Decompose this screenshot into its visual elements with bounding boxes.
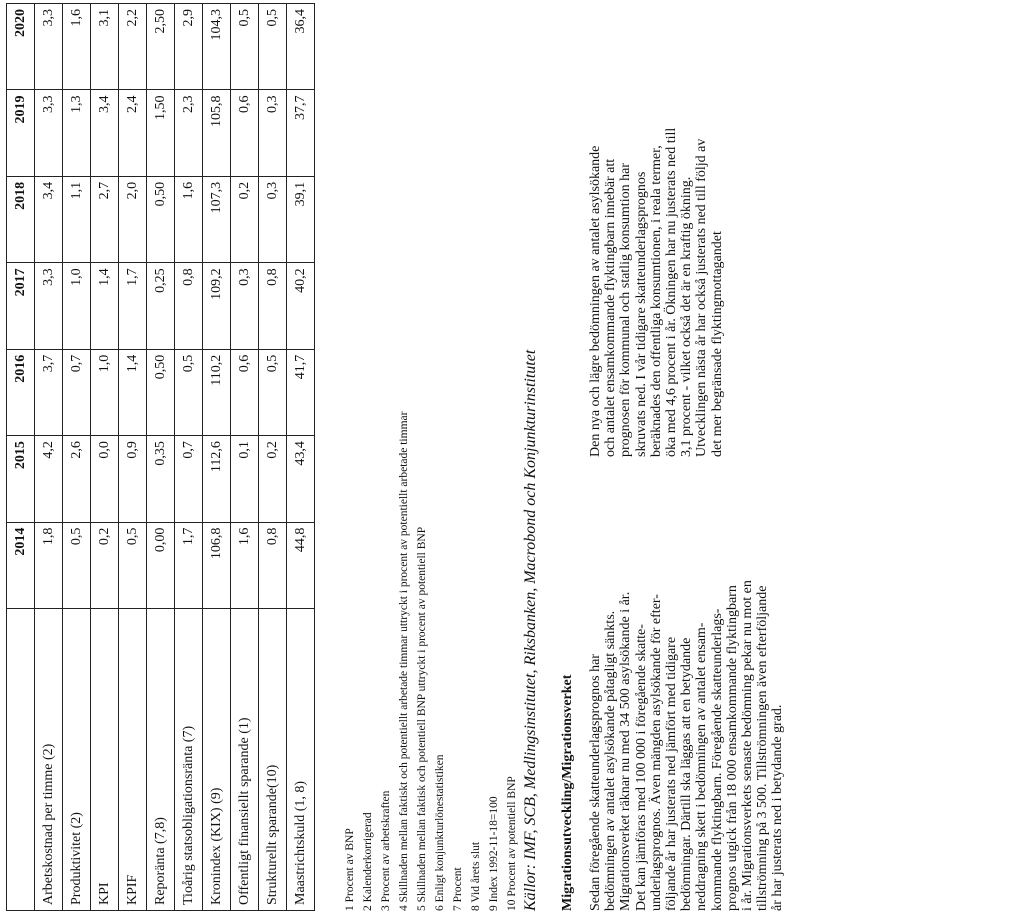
table-cell: 2,2 — [119, 4, 147, 90]
table-cell: 112,6 — [203, 436, 231, 522]
table-header-cell: 2020 — [7, 4, 35, 90]
text-line: Utvecklingen nästa år har också justerats ned till följd av — [694, 138, 710, 457]
text-line: Sedan föregående skatteunderlagsprognos har — [588, 654, 603, 911]
table-cell: 0,5 — [259, 4, 287, 90]
table-cell: 39,1 — [287, 176, 315, 262]
table-cell: 40,2 — [287, 263, 315, 349]
table-cell: 1,6 — [175, 176, 203, 262]
table-cell: 3,4 — [91, 90, 119, 176]
table-cell: 1,6 — [231, 522, 259, 608]
table-row — [203, 4, 231, 911]
table-row — [91, 4, 119, 911]
table-cell: 109,2 — [203, 263, 231, 349]
footnote: 3 Procent av arbetskraften — [380, 790, 392, 911]
text-line: prognosen för kommunal och statlig konsumtion har — [618, 163, 634, 457]
table-cell: 0,35 — [147, 436, 175, 522]
table-cell: 1,7 — [175, 522, 203, 608]
table-cell: 0,3 — [259, 176, 287, 262]
table-cell: 3,4 — [35, 176, 63, 262]
table-cell: 44,8 — [287, 522, 315, 608]
text-line: och antalet ensamkommande flyktingbarn innebär att — [603, 158, 619, 457]
footnote: 7 Procent — [452, 867, 464, 911]
text-line: i år. Migrationsverkets senaste bedömning pekar nu mot en — [740, 580, 756, 911]
table-cell: 0,3 — [231, 263, 259, 349]
section-heading: Migrationsutveckling/Migrationsverket — [560, 674, 575, 911]
table-cell: 1,8 — [35, 522, 63, 608]
table-cell: 1,7 — [119, 263, 147, 349]
table-cell: 0,7 — [175, 436, 203, 522]
table-header-cell: 2018 — [7, 176, 35, 262]
text-line: Migrationsverket räknar nu med 34 500 asylsökande i år. — [618, 591, 634, 911]
table-header-cell: 2016 — [7, 349, 35, 435]
table-cell: 0,50 — [147, 349, 175, 435]
row-label: Offentligt finansiellt sparande (1) — [231, 609, 259, 911]
table-cell: 0,6 — [231, 90, 259, 176]
table-cell: 3,3 — [35, 90, 63, 176]
table-cell: 1,3 — [63, 90, 91, 176]
footnote: 1 Procent av BNP — [344, 828, 356, 911]
text-line: bedömningar. Därtill ska läggas att en betydande — [679, 637, 695, 911]
table-header-cell: 2019 — [7, 90, 35, 176]
footnote: 10 Procent av potentiell BNP — [506, 776, 518, 911]
table-cell: 1,6 — [63, 4, 91, 90]
text-line: Det kan jämföras med 100 000 i föregående skatte- — [633, 624, 649, 911]
table-cell: 0,8 — [259, 263, 287, 349]
text-line: öka med 4,6 procent i år. Ökningen har nu justerats ned till — [664, 127, 680, 457]
table-cell: 0,2 — [259, 436, 287, 522]
row-label: Kronindex (KIX) (9) — [203, 609, 231, 911]
table-cell: 0,5 — [175, 349, 203, 435]
table-cell: 0,8 — [259, 522, 287, 608]
table-cell: 0,3 — [259, 90, 287, 176]
footnote: 9 Index 1992-11-18=100 — [488, 796, 500, 911]
row-label: KPI — [91, 609, 119, 911]
table-cell: 2,6 — [63, 436, 91, 522]
table-header-cell — [7, 609, 35, 911]
text-line: tillströmning på 3 500. Tillströmningen även efterföljande — [755, 585, 771, 911]
row-label: Maastrichtskuld (1, 8) — [287, 609, 315, 911]
table-row — [35, 4, 63, 911]
table-cell: 2,50 — [147, 4, 175, 90]
footnote: 8 Vid årets slut — [470, 841, 482, 911]
footnotes — [342, 211, 522, 911]
text-line: följande år har justerats ned jämfört med tidigare — [664, 636, 680, 911]
body-text-left-column — [588, 497, 786, 911]
table-row — [147, 4, 175, 911]
row-label: Produktivitet (2) — [63, 609, 91, 911]
table-cell: 3,7 — [35, 349, 63, 435]
forecast-table — [6, 3, 315, 911]
table-cell: 2,4 — [119, 90, 147, 176]
footnote: 2 Kalenderkorrigerad — [362, 812, 374, 911]
table-cell: 3,3 — [35, 263, 63, 349]
table-cell: 110,2 — [203, 349, 231, 435]
table-header-cell: 2015 — [7, 436, 35, 522]
table-cell: 0,7 — [63, 349, 91, 435]
text-line: 3,1 procent - vilket också det är en kraftig ökning. — [679, 176, 695, 457]
table-cell: 1,0 — [91, 349, 119, 435]
row-label: Arbetskostnad per timme (2) — [35, 609, 63, 911]
footnote: 4 Skillnaden mellan faktiskt och potentiellt arbetade timmar uttryckt i procent av potentiellt arbetade timmar — [398, 411, 410, 911]
table-cell: 0,50 — [147, 176, 175, 262]
text-line: neddragning skett i bedömningen av antalet ensam- — [694, 622, 710, 911]
text-line: skruvats ned. I vår tidigare skatteunderlagsprognos — [633, 171, 649, 457]
table-cell: 1,4 — [119, 349, 147, 435]
table-header-cell: 2014 — [7, 522, 35, 608]
table-cell: 0,1 — [231, 436, 259, 522]
table-header-row — [7, 4, 35, 911]
table-cell: 0,5 — [63, 522, 91, 608]
table-cell: 2,0 — [119, 176, 147, 262]
table-cell: 3,3 — [35, 4, 63, 90]
table-cell: 1,50 — [147, 90, 175, 176]
table-cell: 36,4 — [287, 4, 315, 90]
table-cell: 0,25 — [147, 263, 175, 349]
source-line: Källor: IMF, SCB, Medlingsinstitutet, Riksbanken, Macrobond och Konjunkturinstitutet — [522, 349, 539, 911]
table-cell: 0,5 — [231, 4, 259, 90]
table-cell: 2,9 — [175, 4, 203, 90]
table-cell: 0,00 — [147, 522, 175, 608]
table-row — [175, 4, 203, 911]
table-cell: 104,3 — [203, 4, 231, 90]
text-line: Den nya och lägre bedömningen av antalet asylsökande — [588, 145, 603, 457]
table-cell: 2,7 — [91, 176, 119, 262]
body-text-right-column — [588, 43, 725, 457]
text-line: beräknades den offentliga konsumtionen, i reala termer, — [648, 145, 664, 457]
table-cell: 41,7 — [287, 349, 315, 435]
table-cell: 1,0 — [63, 263, 91, 349]
table-cell: 105,8 — [203, 90, 231, 176]
table-row — [63, 4, 91, 911]
footnote: 6 Enligt konjunkturlönestatistiken — [434, 754, 446, 911]
text-line: kommande flyktingbarn. Föregående skatteunderlags- — [709, 608, 725, 911]
text-line: år har justerats ned i betydande grad. — [770, 704, 786, 911]
table-cell: 0,8 — [175, 263, 203, 349]
table-cell: 43,4 — [287, 436, 315, 522]
table-cell: 0,0 — [91, 436, 119, 522]
row-label: Strukturellt sparande(10) — [259, 609, 287, 911]
table-cell: 0,9 — [119, 436, 147, 522]
table-cell: 0,5 — [119, 522, 147, 608]
row-label: Reporänta (7,8) — [147, 609, 175, 911]
row-label: Tioårig statsobligationsränta (7) — [175, 609, 203, 911]
table-row — [119, 4, 147, 911]
row-label: KPIF — [119, 609, 147, 911]
table-header-cell: 2017 — [7, 263, 35, 349]
footnote: 5 Skillnaden mellan faktisk och potentiell BNP uttryckt i procent av potentiell BNP — [416, 526, 428, 911]
text-line: det mer begränsade flyktingmottagandet — [709, 231, 725, 457]
table-cell: 0,2 — [231, 176, 259, 262]
text-line: prognos utgick från 18 000 ensamkommande flyktingbarn — [724, 585, 740, 911]
table-cell: 3,1 — [91, 4, 119, 90]
table-cell: 0,5 — [259, 349, 287, 435]
text-line: bedömningen av antalet asylsökande påtagligt sänkts. — [603, 610, 619, 911]
table-row — [287, 4, 315, 911]
table-cell: 1,4 — [91, 263, 119, 349]
table-cell: 0,2 — [91, 522, 119, 608]
table-cell: 4,2 — [35, 436, 63, 522]
table-cell: 1,1 — [63, 176, 91, 262]
table-cell: 107,3 — [203, 176, 231, 262]
table-cell: 0,6 — [231, 349, 259, 435]
table-cell: 106,8 — [203, 522, 231, 608]
table-row — [259, 4, 287, 911]
text-line: underlagsprognos. Även mängden asylsökande för efter- — [648, 594, 664, 911]
table-row — [231, 4, 259, 911]
table-cell: 2,3 — [175, 90, 203, 176]
table-cell: 37,7 — [287, 90, 315, 176]
